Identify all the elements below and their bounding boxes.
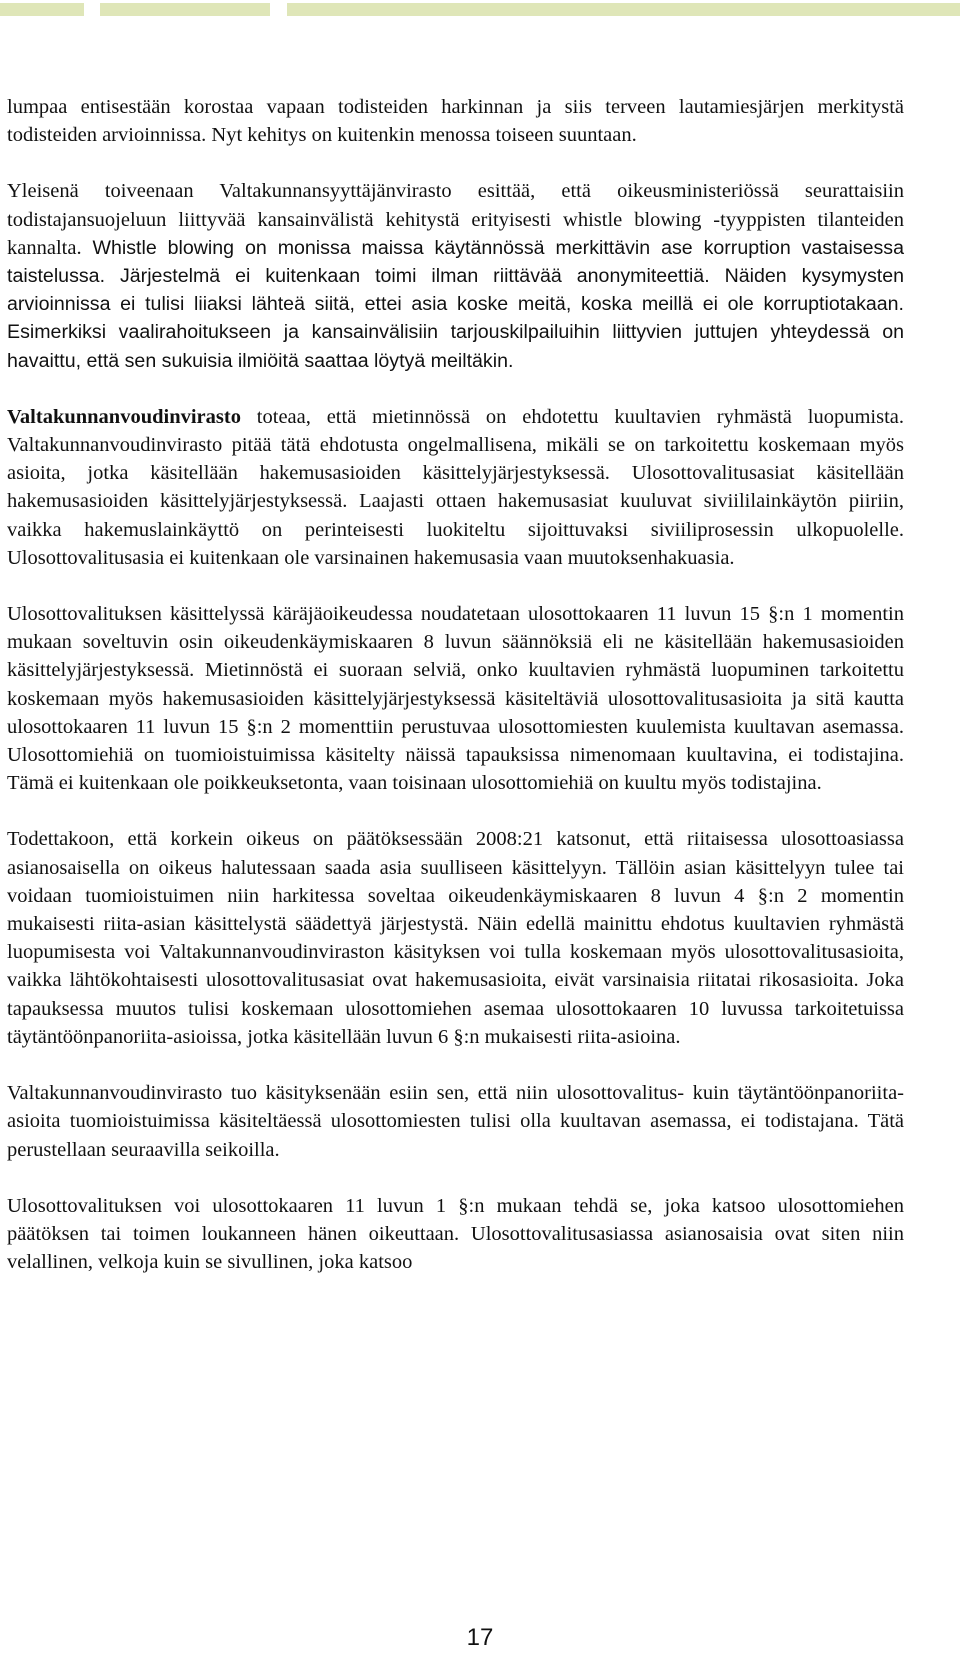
paragraph-text: Yleisenä toiveenaan Valtakunnansyyttäjänvirasto esittää, että oikeusministeriössä seurattaisiin todistajansuojeluun liittyvää kansainvälistä kehitystä erityisesti whistle blowing -tyyppisten tilanteiden kannalta. bbox=[7, 180, 904, 259]
paragraph bbox=[7, 1192, 904, 1277]
paragraph bbox=[7, 177, 904, 374]
paragraph-text: Ulosottovalituksen voi ulosottokaaren 11 luvun 1 §:n mukaan tehdä se, joka katsoo ulosottomiehen päätöksen tai toimen loukanneen hänen oikeuttaan. Ulosottovalitusasiassa asianosaisia ovat siten niin velallinen, velkoja kuin se sivullinen, joka katsoo bbox=[7, 1194, 904, 1274]
paragraph-text: lumpaa entisestään korostaa vapaan todisteiden harkinnan ja siis terveen lautamiesjärjen merkitystä todisteiden arvioinnissa. Nyt kehitys on kuitenkin menossa toiseen suuntaan. bbox=[7, 96, 904, 147]
paragraph bbox=[7, 1079, 904, 1164]
paragraph bbox=[7, 403, 904, 572]
header-bar bbox=[0, 3, 84, 16]
paragraph-text-sans: Whistle blowing on monissa maissa käytännössä merkittävin ase korruption vastaisessa taistelussa. Järjestelmä ei kuitenkaan toimi ilman riittävää anonymiteettiä. Näiden kysymysten arvioinnissa ei tulisi liiaksi lähteä siitä, ettei asia koske meitä, koska meillä ei ole korruptiotakaan. Esimerkiksi vaalirahoitukseen ja kansainvälisiin tarjouskilpailuihin liittyvien juttujen yhteydessä on havaittu, että sen sukuisia ilmiöitä saattaa löytyä meiltäkin. bbox=[7, 236, 904, 372]
paragraph-text: toteaa, että mietinnössä on ehdotettu kuultavien ryhmästä luopumista. Valtakunnanvoudinvirasto pitää tätä ehdotusta ongelmallisena, mikäli se on tarkoitettu koskemaan myös asioita, jotka käsitellään hakemusasioiden käsittelyjärjestyksessä. Ulosottovalitusasiat käsitellään hakemusasioiden käsittelyjärjestyksessä. Laajasti ottaen hakemusasiat kuuluvat siviililainkäytön piiriin, vaikka hakemuslainkäyttö on perinteisesti luokiteltu sijoittuvaksi siviiliprosessin ulkopuolelle. Ulosottovalitusasia ei kuitenkaan ole varsinainen hakemusasia vaan muutoksenhakuasia. bbox=[7, 405, 904, 569]
agency-name: Valtakunnanvoudinvirasto bbox=[7, 405, 241, 428]
paragraph bbox=[7, 600, 904, 797]
document-body bbox=[7, 93, 904, 1304]
header-decoration bbox=[0, 0, 960, 16]
paragraph bbox=[7, 825, 904, 1051]
paragraph bbox=[7, 93, 904, 149]
paragraph-text: Todettakoon, että korkein oikeus on päätöksessään 2008:21 katsonut, että riitaisessa ulosottoasiassa asianosaisella on oikeus halutessaan saada asia suulliseen käsittelyyn. Tällöin asian käsittelyyn tulee tai voidaan tuomioistuimen niin harkitessa soveltaa oikeudenkäymiskaaren 8 luvun 4 §:n 2 momentin mukaisesti riita-asian käsittelystä säädettyä järjestystä. Näin edellä mainittu ehdotus kuultavien ryhmästä luopumisesta voi Valtakunnanvoudinviraston käsityksen voi tulla koskemaan myös ulosottovalitusasioita, vaikka lähtökohtaisesti ulosottovalitusasiat ovat hakemusasioita, eivät varsinaisia riitatai rikosasioita. Joka tapauksessa muutos tulisi koskemaan ulosottomiehen asemaa ulosottokaaren 10 luvussa tarkoitetuissa täytäntöönpanoriita-asioissa, jotka käsitellään luvun 6 §:n mukaisesti riita-asioina. bbox=[7, 828, 904, 1048]
header-bar bbox=[100, 3, 270, 16]
paragraph-text: Ulosottovalituksen käsittelyssä käräjäoikeudessa noudatetaan ulosottokaaren 11 luvun 15 §:n 1 momentin mukaan soveltuvin osin oikeudenkäymiskaaren 8 luvun säännöksiä eli ne käsitellään hakemusasioiden käsittelyjärjestyksessä. Mietinnöstä ei suoraan selviä, onko kuultavien ryhmästä luopuminen tarkoitettu koskemaan myös hakemusasioiden käsittelyjärjestyksessä käsiteltäviä ulosottovalitusasioita ja sitä kautta ulosottokaaren 11 luvun 15 §:n 2 momenttiin perustuvaa ulosottomiesten kuulemista kuultavan asemassa. Ulosottomiehiä on tuomioistuimissa käsitelty näissä tapauksissa nimenomaan kuultavina, ei todistajina. Tämä ei kuitenkaan ole poikkeuksetonta, vaan toisinaan ulosottomiehiä on kuultu myös todistajina. bbox=[7, 603, 904, 795]
paragraph-text: Valtakunnanvoudinvirasto tuo käsityksenään esiin sen, että niin ulosottovalitus- kuin täytäntöönpanoriita-asioita tuomioistuimissa käsiteltäessä ulosottomiesten tulisi olla kuultavan asemassa, ei todistajana. Tätä perustellaan seuraavilla seikoilla. bbox=[7, 1082, 904, 1161]
page-number: 17 bbox=[466, 1624, 494, 1651]
header-bar bbox=[287, 3, 960, 16]
